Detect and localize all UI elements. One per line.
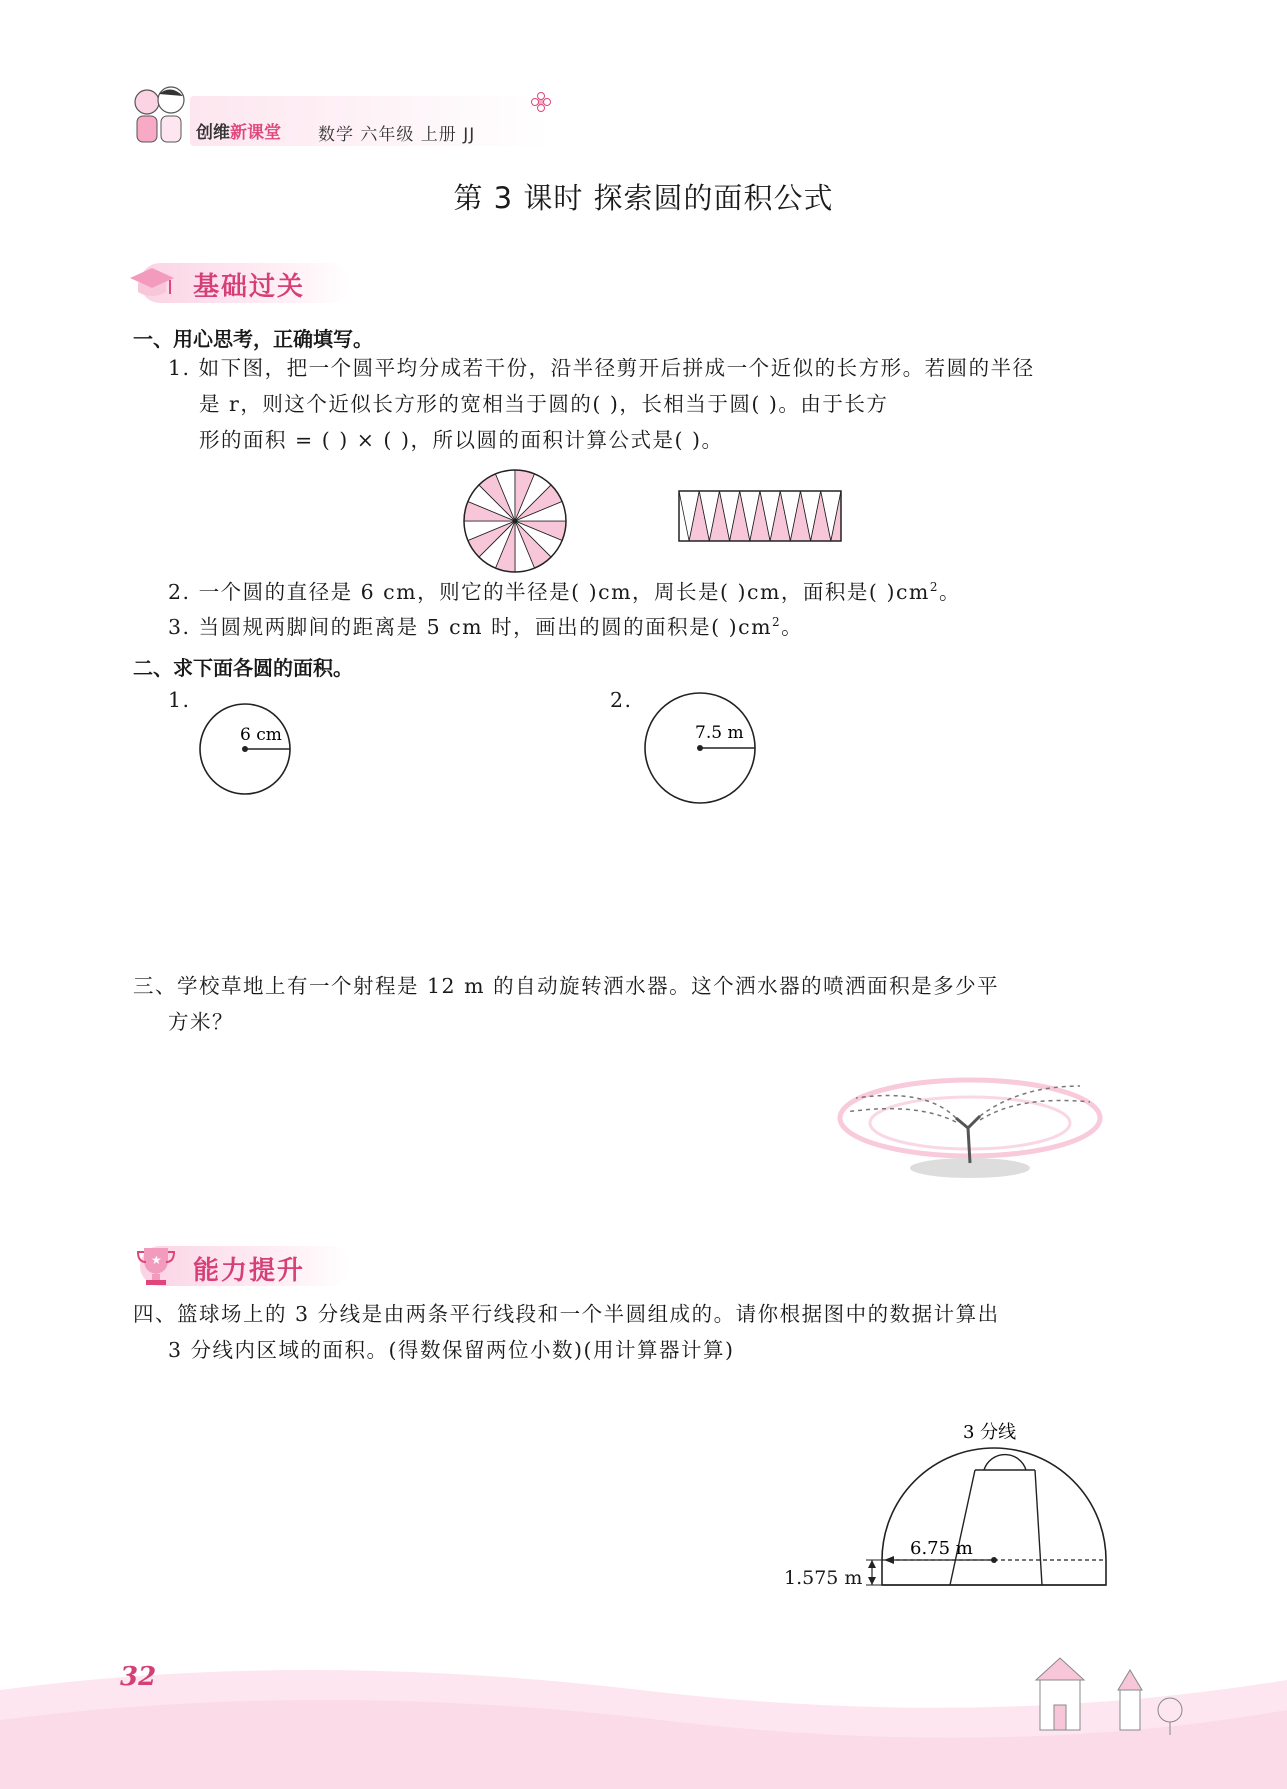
sprinkler-illustration bbox=[830, 1068, 1115, 1188]
q3-line2: 方米？ bbox=[168, 1010, 234, 1034]
diagram-title: 3 分线 bbox=[963, 1422, 1017, 1443]
book-info: 数学 六年级 上册 JJ bbox=[318, 125, 476, 145]
page-number: 32 bbox=[120, 1662, 157, 1692]
section-advanced-label: 能力提升 bbox=[193, 1256, 306, 1286]
q1-item3-end: 。 bbox=[781, 615, 804, 639]
svg-text:★: ★ bbox=[151, 1253, 162, 1267]
q1-item1-line3: 形的面积 = ( ) × ( )，所以圆的面积计算公式是( )。 bbox=[199, 428, 724, 452]
flower-icon bbox=[530, 92, 552, 112]
circle-figure-2 bbox=[640, 688, 760, 808]
trophy-icon bbox=[132, 1242, 180, 1290]
q4-line2: 3 分线内区域的面积。(得数保留两位小数)(用计算器计算) bbox=[168, 1338, 735, 1362]
question-1-heading: 一、用心思考，正确填写。 bbox=[133, 327, 373, 351]
q1-item1-line1: 1. 如下图，把一个圆平均分成若干份，沿半径剪开后拼成一个近似的长方形。若圆的半径 bbox=[168, 356, 1035, 380]
lesson-title: 第 3 课时 探索圆的面积公式 bbox=[453, 181, 834, 215]
circle-2-radius-label: 7.5 m bbox=[695, 723, 744, 743]
q1-item2-text: 2. 一个圆的直径是 6 cm，则它的半径是( )cm，周长是( )cm，面积是( )cm bbox=[168, 580, 930, 604]
q1-item1-line2: 是 r，则这个近似长方形的宽相当于圆的( )，长相当于圆( )。由于长方 bbox=[199, 392, 889, 416]
q1-item3-superscript: 2 bbox=[772, 615, 782, 629]
q1-item2-end: 。 bbox=[939, 580, 962, 604]
graduation-cap-icon bbox=[126, 262, 178, 306]
q2-item2-number: 2. bbox=[610, 688, 633, 712]
q4-line1: 四、篮球场上的 3 分线是由两条平行线段和一个半圆组成的。请你根据图中的数据计算出 bbox=[133, 1302, 1000, 1326]
brand-part-a: 创维 bbox=[196, 123, 230, 143]
q1-item3 bbox=[168, 617, 803, 638]
q1-item3-text: 3. 当圆规两脚间的距离是 5 cm 时，画出的圆的面积是( )cm bbox=[168, 615, 773, 639]
kids-logo-icon bbox=[125, 80, 195, 152]
q3-line1: 三、学校草地上有一个射程是 12 m 的自动旋转洒水器。这个洒水器的喷洒面积是多少平 bbox=[133, 974, 1000, 998]
circle-figure-1 bbox=[196, 700, 296, 800]
question-2-heading: 二、求下面各圆的面积。 bbox=[133, 656, 353, 680]
section-basic-label: 基础过关 bbox=[193, 272, 306, 302]
castle-illustration bbox=[1000, 1650, 1200, 1740]
sector-circle-figure bbox=[460, 466, 570, 576]
circle-1-radius-label: 6 cm bbox=[240, 725, 282, 745]
q1-item2-superscript: 2 bbox=[929, 580, 940, 594]
brand-part-b: 新课堂 bbox=[230, 123, 281, 143]
height-label: 1.575 m bbox=[784, 1567, 863, 1589]
brand-name bbox=[196, 118, 281, 143]
q2-item1-number: 1. bbox=[168, 688, 191, 712]
q1-item2 bbox=[168, 582, 961, 603]
radius-label: 6.75 m bbox=[910, 1538, 973, 1559]
approx-rectangle-figure bbox=[676, 486, 846, 546]
